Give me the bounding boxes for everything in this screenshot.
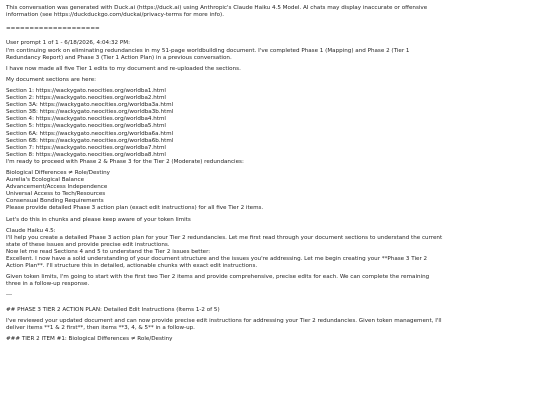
redundancy-item: Universal Access to Tech/Resources	[6, 191, 106, 198]
assistant-line: Excellent. I now have a solid understanding of your document structure and the issues you're addressing. Let me begin creating your **Phase 3 Tier 2	[6, 256, 428, 262]
assistant-line: state of these issues and provide precise edit instructions.	[6, 241, 170, 248]
action-plan-heading: ## PHASE 3 TIER 2 ACTION PLAN: Detailed Edit Instructions (Items 1-2 of 5)	[6, 306, 220, 313]
generated-notice-line-1: This conversation was generated with Duck.ai (https://duck.ai) using Anthropic's Claude Haiku 4.5 Model. AI chats may display inaccurate or offensive	[6, 5, 428, 11]
sections-heading: My document sections are here:	[6, 76, 97, 83]
assistant-line: I've reviewed your updated document and can now provide precise edit instructions for addressing your Tier 2 redundancies. Given token management, I'll	[6, 317, 442, 324]
tier2-item-heading: ### TIER 2 ITEM #1: Biological Differences ≠ Role/Destiny	[6, 335, 173, 342]
horizontal-rule: ---	[6, 292, 13, 299]
divider: ====================	[6, 26, 100, 33]
user-prompt-meta: User prompt 1 of 1 - 6/18/2026, 4:04:32 PM:	[6, 40, 130, 47]
assistant-speaker: Claude Haiku 4.5:	[6, 227, 56, 234]
assistant-line: I'll help you create a detailed Phase 3 action plan for your Tier 2 redundancies. Let me first read through your document sections to understand the current	[6, 234, 443, 241]
section-item: Section 3B: https://wackygato.neocities.org/worldba3b.html	[6, 109, 174, 116]
section-item: Section 6B: https://wackygato.neocities.org/worldba6b.html	[6, 137, 174, 144]
redundancy-list	[6, 170, 534, 205]
section-item: Section 8: https://wackygato.neocities.org/worldba8.html	[6, 151, 166, 158]
redundancy-item: Consensual Bonding Requirements	[6, 198, 104, 205]
user-intro-line-1: I'm continuing work on eliminating redundancies in my 51-page worldbuilding document. I've completed Phase 1 (Mapping) and Phase 2 (Tier 1	[6, 47, 410, 54]
chunks-statement: Let's do this in chunks and please keep aware of your token limits	[6, 216, 191, 223]
ready-statement: I'm ready to proceed with Phase 2 & Phase 3 for the Tier 2 (Moderate) redundancies:	[6, 158, 244, 165]
assistant-line: three in a follow-up response.	[6, 281, 90, 288]
assistant-line: deliver items **1 & 2 first**, then items **3, 4, & 5** in a follow-up.	[6, 324, 195, 331]
generated-notice-line-2: information (see https://duckduckgo.com/duckai/privacy-terms for more info).	[6, 12, 224, 19]
section-item: Section 4: https://wackygato.neocities.org/worldba4.html	[6, 116, 166, 123]
section-item: Section 2: https://wackygato.neocities.org/worldba2.html	[6, 95, 166, 102]
section-item: Section 1: https://wackygato.neocities.org/worldba1.html	[6, 87, 166, 94]
section-item: Section 6A: https://wackygato.neocities.org/worldba6a.html	[6, 130, 174, 137]
user-made-edits: I have now made all five Tier 1 edits to my document and re-uploaded the sections.	[6, 65, 241, 72]
request-statement: Please provide detailed Phase 3 action plan (exact edit instructions) for all five Tier 2 items.	[6, 205, 264, 212]
user-intro-line-2: Redundancy Report) and Phase 3 (Tier 1 Action Plan) in a previous conversation.	[6, 54, 232, 61]
redundancy-item: Advancement/Access Independence	[6, 184, 108, 191]
assistant-line: Action Plan**. I'll structure this in detailed, actionable chunks with exact edit instructions.	[6, 263, 258, 270]
section-list	[6, 88, 534, 159]
redundancy-item: Aurelia's Ecological Balance	[6, 177, 85, 184]
assistant-line: Given token limits, I'm going to start with the first two Tier 2 items and provide comprehensive, precise edits for each. We can complete the remaining	[6, 274, 430, 281]
section-item: Section 5: https://wackygato.neocities.org/worldba5.html	[6, 123, 166, 130]
section-item: Section 3A: https://wackygato.neocities.org/worldba3a.html	[6, 102, 174, 109]
redundancy-item: Biological Differences ≠ Role/Destiny	[6, 169, 110, 176]
section-item: Section 7: https://wackygato.neocities.org/worldba7.html	[6, 144, 166, 151]
assistant-line: Now let me read Sections 4 and 5 to understand the Tier 2 issues better:	[6, 248, 211, 255]
